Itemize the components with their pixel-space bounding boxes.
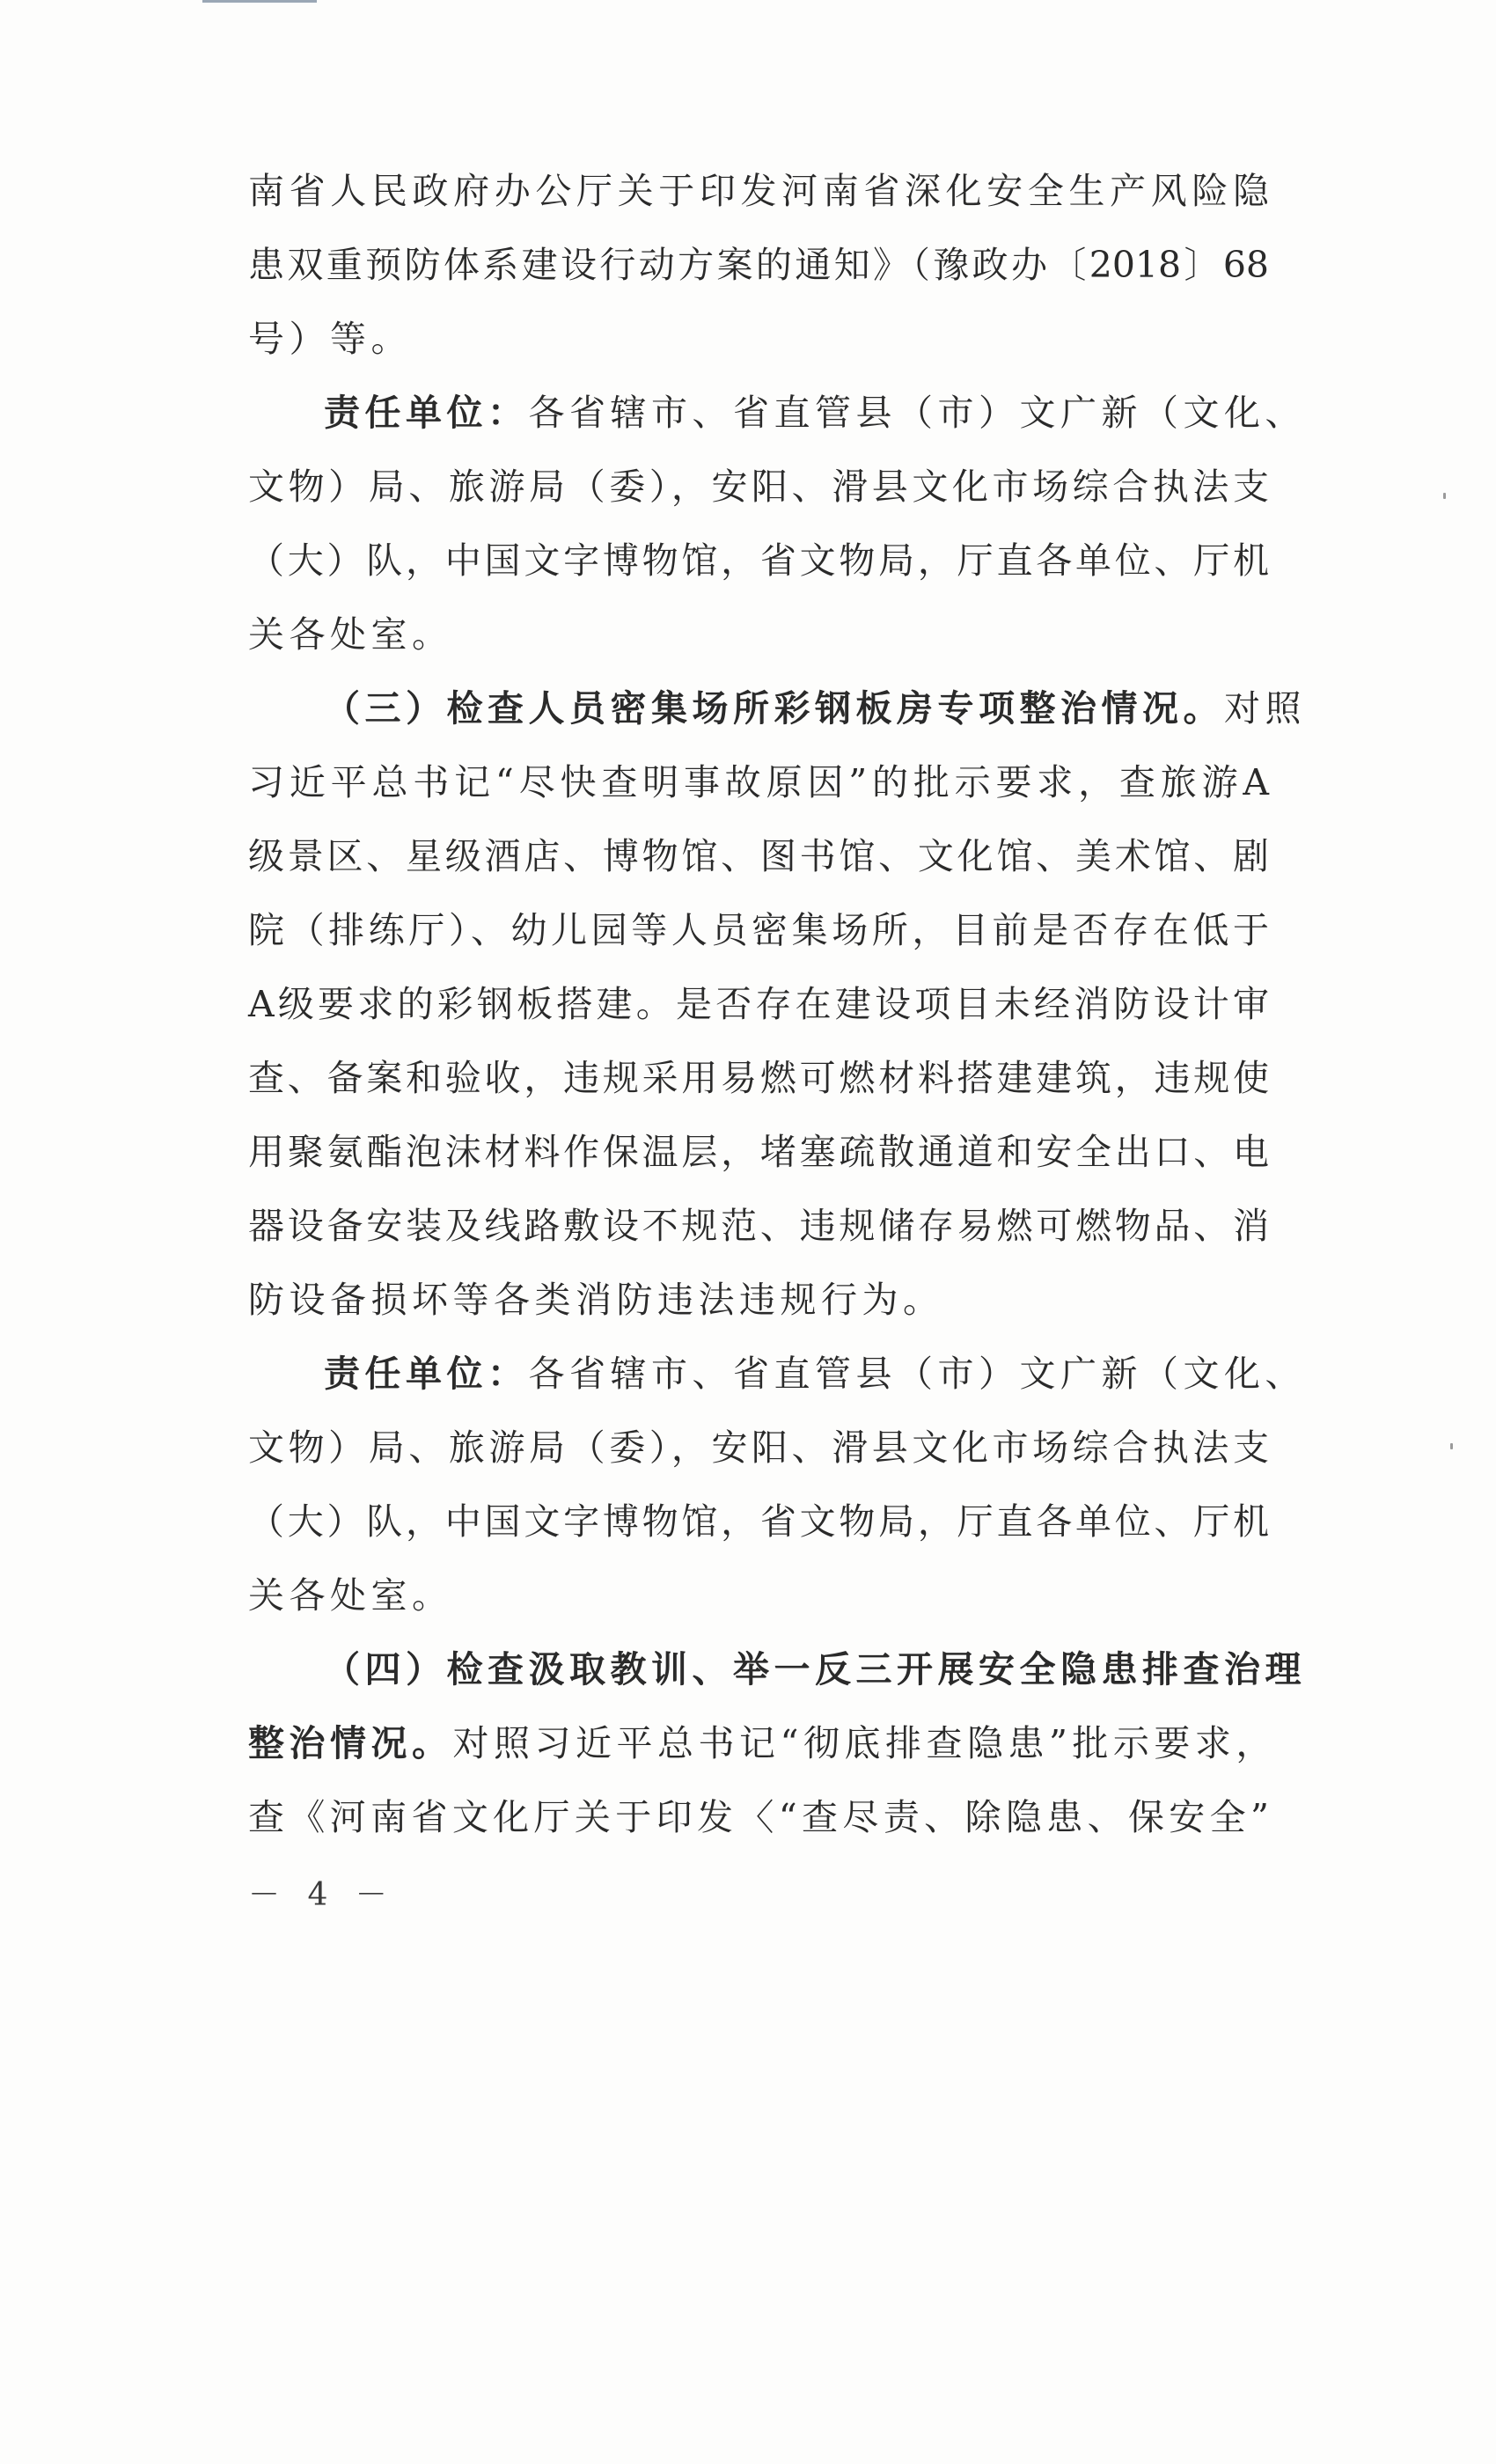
section-4-heading-tail: 整治情况。	[248, 1722, 453, 1764]
scan-speck	[1443, 493, 1446, 499]
body-line: 防设备损坏等各类消防违法违规行为。	[248, 1279, 944, 1321]
section-4-heading: （四）检查汲取教训、举一反三开展安全隐患排查治理	[324, 1648, 1306, 1690]
section-3-heading: （三）检查人员密集场所彩钢板房专项整治情况。	[324, 687, 1224, 730]
responsibility-paragraph-1-first-line	[248, 376, 1306, 450]
body-line: 用聚氨酯泡沫材料作保温层，堵塞疏散通道和安全出口、电	[248, 1131, 1269, 1173]
body-line: （大）队，中国文字博物馆，省文物局，厅直各单位、厅机	[248, 539, 1269, 582]
section-4-line-2	[248, 1706, 1277, 1780]
body-line: 习近平总书记“尽快查明事故原因”的批示要求，查旅游A	[248, 761, 1269, 803]
body-line: 级景区、星级酒店、博物馆、图书馆、文化馆、美术馆、剧	[248, 835, 1269, 877]
responsibility-label: 责任单位：	[324, 1353, 529, 1395]
body-line: 关各处室。	[248, 1574, 453, 1617]
body-line: 查《河南省文化厅关于印发〈“查尽责、除隐患、保安全”	[248, 1796, 1269, 1838]
body-line: 患双重预防体系建设行动方案的通知》（豫政办〔2018〕68	[248, 244, 1269, 286]
scan-speck	[1450, 1443, 1453, 1449]
body-line: A级要求的彩钢板搭建。是否存在建设项目未经消防设计审	[248, 983, 1269, 1025]
body-line: 器设备安装及线路敷设不规范、违规储存易燃可燃物品、消	[248, 1205, 1269, 1247]
scan-edge-mark	[202, 0, 317, 3]
responsibility-text: 各省辖市、省直管县（市）文广新（文化、	[528, 392, 1306, 434]
body-line: 查、备案和验收，违规采用易燃可燃材料搭建建筑，违规使	[248, 1057, 1269, 1099]
section-3-heading-line	[248, 671, 1306, 745]
responsibility-text: 各省辖市、省直管县（市）文广新（文化、	[528, 1353, 1306, 1395]
section-4-line-2-rest: 对照习近平总书记“彻底排查隐患”批示要求，	[452, 1722, 1277, 1764]
body-line: 文物）局、旅游局（委），安阳、滑县文化市场综合执法支	[248, 466, 1269, 508]
section-4-heading-line	[248, 1632, 1306, 1706]
body-line: 文物）局、旅游局（委），安阳、滑县文化市场综合执法支	[248, 1426, 1269, 1469]
responsibility-paragraph-2-first-line	[248, 1337, 1306, 1411]
document-body	[248, 154, 1306, 1854]
body-line: 关各处室。	[248, 613, 453, 656]
body-line: 院（排练厅）、幼儿园等人员密集场所，目前是否存在低于	[248, 909, 1269, 951]
body-line: 号）等。	[248, 318, 412, 360]
body-line: 南省人民政府办公厅关于印发河南省深化安全生产风险隐	[248, 170, 1269, 212]
section-3-heading-rest: 对照	[1224, 687, 1306, 730]
page-number: － 4 －	[248, 1877, 396, 1913]
responsibility-label: 责任单位：	[324, 392, 529, 434]
body-line: （大）队，中国文字博物馆，省文物局，厅直各单位、厅机	[248, 1500, 1269, 1543]
